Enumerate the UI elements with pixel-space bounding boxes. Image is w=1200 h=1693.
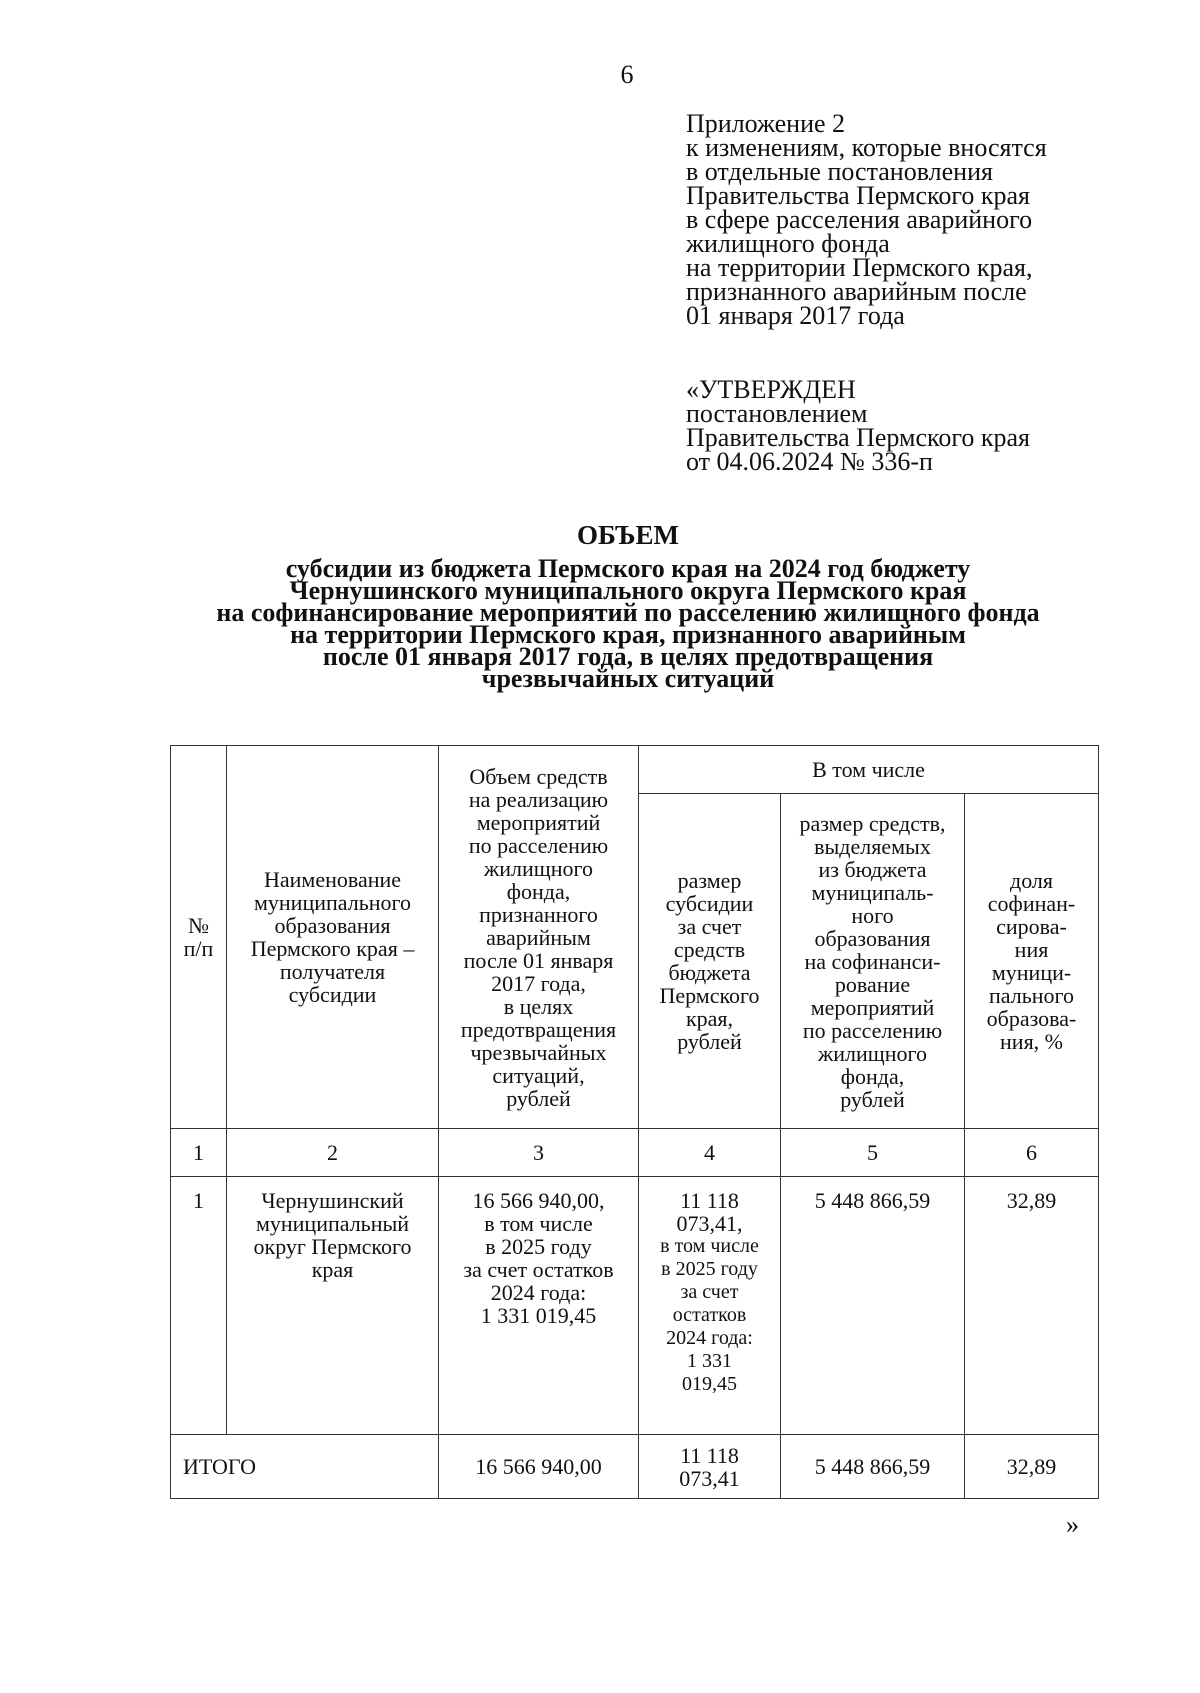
cell-text-line: муниципальный [255,1211,410,1236]
column-number: 4 [639,1129,781,1177]
column-number-row [171,1129,1099,1177]
total-municipal-funds: 5 448 866,59 [781,1435,965,1499]
header-cofinancing-share [965,794,1099,1129]
appendix-line: в сфере расселения аварийного [686,205,1033,234]
appendix-line: Приложение 2 [686,109,846,138]
header-text-line: муници- [991,960,1072,985]
header-text-line: Объем средств [469,763,608,789]
column-number: 1 [171,1129,227,1177]
cell-text-line: 1 331 [687,1350,732,1372]
header-text-line: из бюджета [818,856,927,882]
subtitle-line: на территории Пермского края, признанного аварийным [290,620,966,649]
cell-text-line: 11 118 [680,1442,739,1468]
appendix-line: жилищного фонда [686,229,890,258]
header-text-line: жилищного [818,1040,927,1066]
cell-text-line: 2024 года: [490,1280,587,1305]
cell-text-line: за счет остатков [463,1257,614,1282]
cell-text-line: округ Пермского [253,1234,412,1259]
cell-text-line: Чернушинский [261,1188,404,1213]
header-text-line: ния, % [1000,1029,1064,1054]
header-text-line: аварийным [486,924,591,950]
header-text-line: выделяемых [814,833,931,859]
column-number: 6 [965,1129,1099,1177]
header-subsidy [639,794,781,1129]
header-text-line: Пермского [659,983,760,1008]
header-text-line: на софинанси- [804,948,941,974]
closing-quote: » [1066,1510,1079,1539]
header-including-group: В том числе [639,746,1099,794]
cell-text-line: за счет [680,1281,739,1303]
appendix-line: признанного аварийным после [686,277,1027,306]
table-row [171,1177,1099,1435]
appendix-line: к изменениям, которые вносятся [686,133,1047,162]
cell-text-line: в том числе [660,1235,759,1257]
header-text-line: муниципаль- [811,879,934,905]
header-text-line: муниципального [253,890,411,915]
header-text-line: рование [834,971,911,997]
total-label: ИТОГО [171,1435,439,1499]
approval-line: Правительства Пермского края [686,423,1030,452]
cell-text-line: 1 331 019,45 [480,1303,597,1328]
header-text-line: размер средств, [799,810,946,836]
header-text-line: образования [814,925,931,951]
total-row [171,1435,1099,1499]
municipality-name [227,1177,439,1435]
header-text-line: ного [851,902,894,928]
cell-text-line: края [311,1257,354,1282]
header-text-line: сирова- [996,914,1067,939]
header-text-line: на реализацию [468,786,609,812]
total-volume-value [439,1177,639,1435]
subtitle-line: после 01 января 2017 года, в целях предотвращения [322,642,934,671]
header-text-line: по расселению [802,1017,943,1043]
approval-block [686,375,1136,476]
header-row [171,746,1099,794]
header-text-line: получателя [279,959,386,984]
header-text-line: Пермского края – [250,936,415,961]
header-municipality [227,746,439,1129]
appendix-line: в отдельные постановления [686,157,993,186]
header-text-line: Наименование [263,867,402,892]
cell-text-line: 073,41, [676,1211,743,1236]
subsidy-value [639,1177,781,1435]
cell-text-line: остатков [672,1304,747,1326]
header-text-line: рублей [840,1086,905,1112]
header-text-line: края, [685,1006,734,1031]
subtitle-line: Чернушинского муниципального округа Пермского края [289,576,967,605]
column-number: 3 [439,1129,639,1177]
header-text-line: рублей [506,1085,571,1111]
header-text-line: субсидии [288,982,377,1007]
header-text-line: в целях [503,993,574,1019]
header-text-line: фонда, [840,1063,905,1089]
header-text-line: образова- [986,1006,1077,1031]
header-text-line: чрезвычайных [470,1039,607,1065]
column-number: 2 [227,1129,439,1177]
column-number: 5 [781,1129,965,1177]
header-municipal-funds [781,794,965,1129]
header-text-line: софинан- [987,891,1076,916]
header-text-line: доля [1010,868,1054,893]
document-subtitle [160,554,1096,693]
approval-line: постановлением [686,399,868,428]
approval-line: от 04.06.2024 № 336-п [686,447,933,476]
cell-text-line: в 2025 году [485,1234,592,1259]
subtitle-line: субсидии из бюджета Пермского края на 2024 год бюджету [285,554,971,583]
appendix-line: Правительства Пермского края [686,181,1030,210]
header-number [171,746,227,1129]
header-text-line: ситуаций, [492,1062,585,1088]
header-text-line: предотвращения [460,1016,617,1042]
cell-text-line: 019,45 [682,1373,737,1395]
cell-text-line: 2024 года: [666,1327,753,1349]
header-text-line: мероприятий [476,809,601,835]
cell-text-line: 16 566 940,00, [472,1188,605,1213]
header-text-line: рублей [677,1029,742,1054]
document-title: ОБЪЕМ [577,520,679,550]
header-text-line: пального [989,983,1075,1008]
header-text-line: образования [274,913,391,938]
header-text-line: жилищного [484,855,593,881]
total-subsidy [639,1435,781,1499]
header-text-line: размер [677,868,742,893]
subsidy-table [170,745,1099,1499]
approval-line: «УТВЕРЖДЕН [686,375,856,404]
cell-text-line: 11 118 [680,1188,739,1213]
total-cofinancing-share: 32,89 [965,1435,1099,1499]
page-number: 6 [620,60,634,89]
header-text-line: за счет [677,914,742,939]
appendix-line: 01 января 2017 года [686,301,905,330]
cofinancing-share-value: 32,89 [965,1177,1099,1435]
appendix-block [686,109,1136,330]
total-volume: 16 566 940,00 [439,1435,639,1499]
header-text-line: 2017 года, [491,970,586,996]
row-number: 1 [171,1177,227,1435]
subtitle-line: на софинансирование мероприятий по расселению жилищного фонда [216,598,1040,627]
header-number-line: № [188,913,209,938]
header-text-line: бюджета [668,960,751,985]
header-text-line: по расселению [468,832,609,858]
header-number-line: п/п [183,936,214,961]
header-text-line: субсидии [665,891,754,916]
header-text-line: после 01 января [463,947,614,973]
header-text-line: признанного [479,901,598,927]
municipal-funds-value: 5 448 866,59 [781,1177,965,1435]
header-text-line: мероприятий [810,994,935,1020]
header-text-line: фонда, [506,878,571,904]
header-total-volume [439,746,639,1129]
subtitle-line: чрезвычайных ситуаций [481,664,775,693]
header-text-line: ния [1014,937,1049,962]
cell-text-line: в 2025 году [661,1258,758,1280]
header-text-line: средств [673,937,746,962]
appendix-line: на территории Пермского края, [686,253,1033,282]
cell-text-line: в том числе [484,1211,593,1236]
cell-text-line: 073,41 [679,1465,740,1491]
